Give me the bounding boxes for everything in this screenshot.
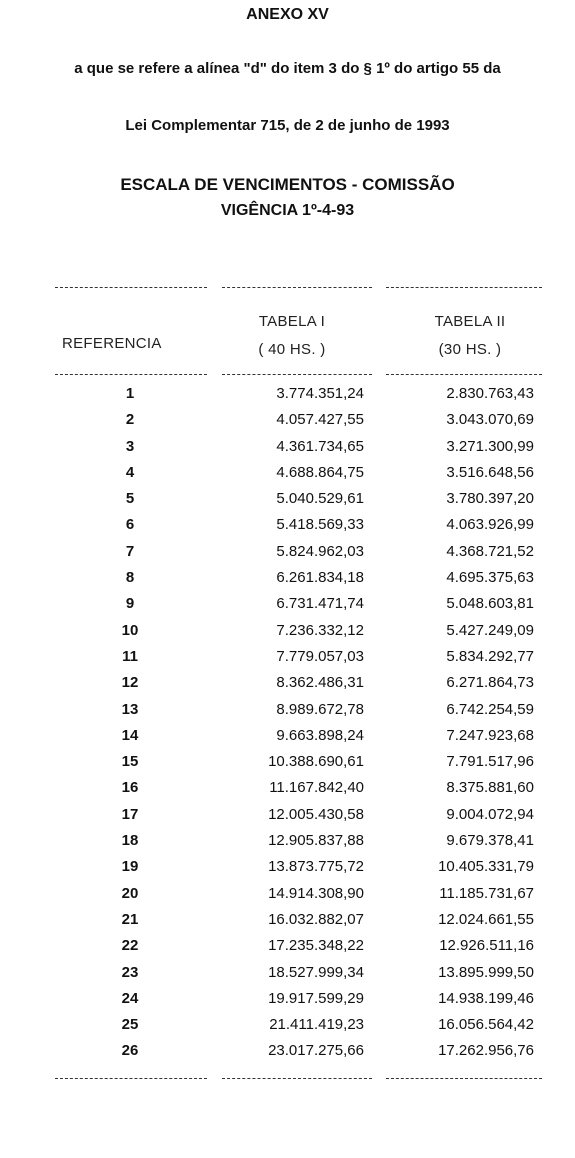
- table1-value-cell: 4.361.734,65: [276, 437, 364, 455]
- table-top-rule-ref: [55, 287, 207, 288]
- table1-value-cell: 8.989.672,78: [276, 700, 364, 718]
- table2-value-cell: 3.780.397,20: [446, 490, 534, 508]
- table1-value-cell: 7.779.057,03: [276, 647, 364, 665]
- table1-value-cell: 17.235.348,22: [268, 937, 364, 955]
- reference-cell: 6: [125, 516, 135, 534]
- table2-value-cell: 17.262.956,76: [438, 1042, 534, 1060]
- reference-cell: 22: [121, 937, 139, 955]
- table2-value-cell: 4.063.926,99: [446, 516, 534, 534]
- table-row: [0, 1042, 575, 1068]
- reference-cell: 21: [121, 910, 139, 928]
- table1-value-cell: 16.032.882,07: [268, 910, 364, 928]
- table1-value-cell: 12.905.837,88: [268, 832, 364, 850]
- table-row: [0, 490, 575, 516]
- table1-value-cell: 7.236.332,12: [276, 621, 364, 639]
- table-row: [0, 648, 575, 674]
- table-row: [0, 753, 575, 779]
- table1-value-cell: 18.527.999,34: [268, 963, 364, 981]
- reference-cell: 4: [125, 463, 135, 481]
- table-row: [0, 832, 575, 858]
- table1-value-cell: 14.914.308,90: [268, 884, 364, 902]
- table1-value-cell: 11.167.842,40: [269, 779, 364, 797]
- table-row: [0, 779, 575, 805]
- reference-cell: 5: [125, 490, 135, 508]
- table-bottom-rule-t1: [222, 1078, 372, 1079]
- table-bottom-rule-ref: [55, 1078, 207, 1079]
- table2-value-cell: 3.516.648,56: [446, 463, 534, 481]
- table-row: [0, 595, 575, 621]
- column-header-table2-hours: (30 HS. ): [438, 341, 502, 358]
- table2-value-cell: 12.926.511,16: [439, 937, 534, 955]
- reference-cell: 13: [121, 700, 139, 718]
- reference-cell: 8: [125, 569, 135, 587]
- column-header-table2-title: TABELA II: [434, 313, 506, 330]
- table-header-rule-t1: [222, 374, 372, 375]
- column-header-table1-hours: ( 40 HS. ): [258, 341, 326, 358]
- reference-cell: 9: [125, 595, 135, 613]
- table1-value-cell: 4.057.427,55: [276, 411, 364, 429]
- table1-value-cell: 23.017.275,66: [268, 1042, 364, 1060]
- table1-value-cell: 8.362.486,31: [276, 674, 364, 692]
- table1-value-cell: 5.040.529,61: [276, 490, 364, 508]
- table2-value-cell: 2.830.763,43: [446, 385, 534, 402]
- table2-value-cell: 5.427.249,09: [446, 621, 534, 639]
- table2-value-cell: 6.271.864,73: [446, 674, 534, 692]
- table2-value-cell: 3.271.300,99: [446, 437, 534, 455]
- table2-value-cell: 11.185.731,67: [439, 884, 534, 902]
- legal-reference-line1: a que se refere a alínea "d" do item 3 do § 1º do artigo 55 da: [74, 60, 501, 77]
- table-row: [0, 937, 575, 963]
- table-top-rule-t1: [222, 287, 372, 288]
- table-row: [0, 516, 575, 542]
- table1-value-cell: 10.388.690,61: [268, 753, 364, 771]
- reference-cell: 12: [121, 674, 139, 692]
- reference-cell: 14: [121, 726, 139, 744]
- table2-value-cell: 9.004.072,94: [446, 805, 534, 823]
- table2-value-cell: 5.048.603,81: [446, 595, 534, 613]
- table-bottom-rule-t2: [386, 1078, 542, 1079]
- table2-value-cell: 12.024.661,55: [438, 910, 534, 928]
- table-top-rule-t2: [386, 287, 542, 288]
- table2-value-cell: 7.247.923,68: [446, 726, 534, 744]
- table-row: [0, 727, 575, 753]
- table1-value-cell: 5.418.569,33: [276, 516, 364, 534]
- column-header-table1-title: TABELA I: [258, 313, 326, 330]
- reference-cell: 25: [121, 1016, 139, 1034]
- table1-value-cell: 12.005.430,58: [268, 805, 364, 823]
- reference-cell: 10: [121, 621, 139, 639]
- table-body: [0, 385, 575, 1069]
- table1-value-cell: 21.411.419,23: [269, 1016, 364, 1034]
- table-row: [0, 674, 575, 700]
- reference-cell: 26: [121, 1042, 139, 1060]
- column-header-table1: [222, 308, 362, 364]
- table-row: [0, 438, 575, 464]
- table-row: [0, 543, 575, 569]
- table2-value-cell: 14.938.199,46: [438, 989, 534, 1007]
- reference-cell: 3: [125, 437, 135, 455]
- table1-value-cell: 9.663.898,24: [276, 726, 364, 744]
- table2-value-cell: 16.056.564,42: [438, 1016, 534, 1034]
- table2-value-cell: 8.375.881,60: [446, 779, 534, 797]
- table1-value-cell: 6.261.834,18: [276, 569, 364, 587]
- table2-value-cell: 7.791.517,96: [446, 753, 534, 771]
- table1-value-cell: 4.688.864,75: [276, 463, 364, 481]
- column-header-reference: REFERENCIA: [62, 335, 162, 352]
- table2-value-cell: 4.695.375,63: [446, 569, 534, 587]
- table-row: [0, 911, 575, 937]
- reference-cell: 2: [125, 411, 135, 429]
- table2-value-cell: 13.895.999,50: [438, 963, 534, 981]
- table1-value-cell: 13.873.775,72: [268, 858, 364, 876]
- reference-cell: 23: [121, 963, 139, 981]
- reference-cell: 1: [125, 385, 135, 402]
- table-row: [0, 885, 575, 911]
- table-row: [0, 385, 575, 411]
- reference-cell: 19: [121, 858, 139, 876]
- legal-reference-line2: Lei Complementar 715, de 2 de junho de 1993: [125, 117, 450, 134]
- table-header-rule-ref: [55, 374, 207, 375]
- table1-value-cell: 5.824.962,03: [276, 542, 364, 560]
- table-row: [0, 701, 575, 727]
- table-row: [0, 990, 575, 1016]
- table-row: [0, 622, 575, 648]
- table-row: [0, 806, 575, 832]
- reference-cell: 7: [125, 542, 135, 560]
- table2-value-cell: 3.043.070,69: [446, 411, 534, 429]
- reference-cell: 17: [121, 805, 139, 823]
- table1-value-cell: 6.731.471,74: [276, 595, 364, 613]
- table-header-rule-t2: [386, 374, 542, 375]
- reference-cell: 16: [121, 779, 139, 797]
- scale-title: ESCALA DE VENCIMENTOS - COMISSÃO: [120, 175, 455, 194]
- table2-value-cell: 6.742.254,59: [446, 700, 534, 718]
- table-row: [0, 569, 575, 595]
- column-header-table2: [400, 308, 540, 364]
- table2-value-cell: 9.679.378,41: [446, 832, 534, 850]
- reference-cell: 18: [121, 832, 139, 850]
- table-row: [0, 964, 575, 990]
- table1-value-cell: 3.774.351,24: [276, 385, 364, 402]
- table2-value-cell: 4.368.721,52: [446, 542, 534, 560]
- validity-date: VIGÊNCIA 1º-4-93: [220, 202, 355, 219]
- table-row: [0, 464, 575, 490]
- table-row: [0, 858, 575, 884]
- table1-value-cell: 19.917.599,29: [268, 989, 364, 1007]
- reference-cell: 11: [122, 647, 138, 665]
- annex-title: ANEXO XV: [246, 6, 329, 23]
- reference-cell: 24: [121, 989, 139, 1007]
- reference-cell: 20: [121, 884, 139, 902]
- reference-cell: 15: [121, 753, 139, 771]
- table2-value-cell: 5.834.292,77: [446, 647, 534, 665]
- table-row: [0, 1016, 575, 1042]
- table-row: [0, 411, 575, 437]
- table2-value-cell: 10.405.331,79: [438, 858, 534, 876]
